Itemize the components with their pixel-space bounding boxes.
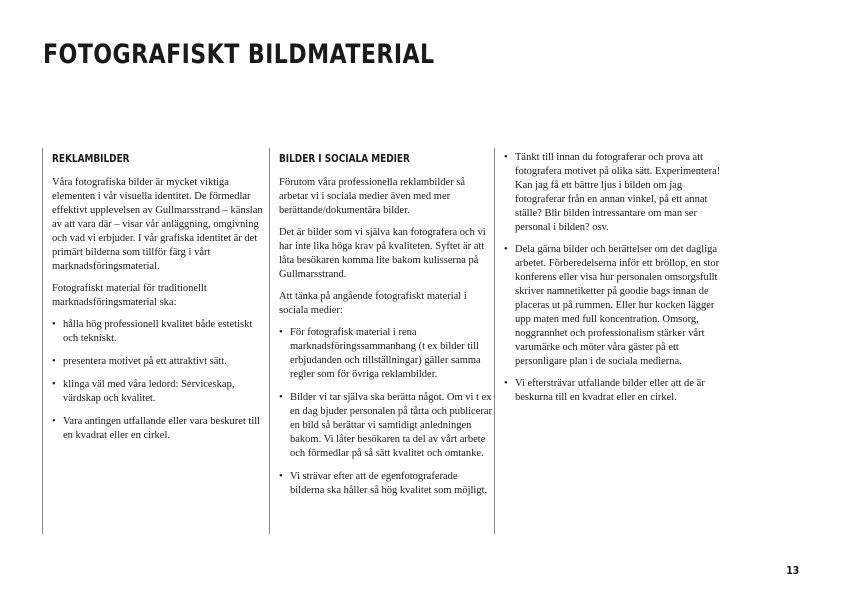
section-heading-reklambilder: REKLAMBILDER	[52, 153, 130, 165]
paragraph: Det är bilder som vi själva kan fotografera och vi har inte lika höga krav på kvaliteten. Syftet är att låta besökaren komma lite bakom kulisserna på Gullmarsstrand.	[279, 227, 486, 280]
bullet-list	[52, 318, 267, 443]
bullet-item: • Dela gärna bilder och berättelser om det dagliga arbetet. Förberedelserna inför ett bröllop, en stor konferens eller visa hur personalen omsorgsfullt skriver namnetiketter på goodie bags innan de placeras ut på rummen. Eller hur kocken lägger upp maten med full koncentration. Omsorg, noggrannhet och professionalism stärker vårt varumärke och möter våra gäster på ett personligare plan i de sociala medierna.	[504, 243, 730, 369]
paragraph: Förutom våra professionella reklambilder så arbetar vi i sociala medier även med mer berättande/dokumentära bilder.	[279, 177, 466, 216]
paragraph: Våra fotografiska bilder är mycket viktiga elementen i vår visuella identitet. De förmedlar effektivt upplevelsen av Gullmarsstrand – känslan av att vara där – visar vår anläggning, omgivning och vad vi erbjuder. I vår grafiska identitet är det primärt bilderna som tillför färg i vårt marknadsföringsmaterial.	[52, 177, 263, 272]
column-reklambilder	[42, 148, 267, 534]
column-sociala-medier	[269, 148, 494, 534]
page-title: FOTOGRAFISKT BILDMATERIAL	[43, 39, 435, 70]
bullet-item: • hålla hög professionell kvalitet både estetiskt och tekniskt.	[52, 318, 267, 346]
paragraph: Fotografiskt material för traditionellt marknadsföringsmaterial ska:	[52, 283, 207, 308]
bullet-list	[279, 326, 494, 498]
bullet-item: • klinga väl med våra ledord: Serviceskap, värdskap och kvalitet.	[52, 378, 267, 406]
bullet-item: • Vi eftersträvar utfallande bilder eller att de är beskurna till en kvadrat eller en cirkel.	[504, 377, 730, 405]
bullet-item: • Vara antingen utfallande eller vara beskuret till en kvadrat eller en cirkel.	[52, 415, 267, 443]
bullet-item: • Bilder vi tar själva ska berätta något. Om vi t ex en dag bjuder personalen på tårta och publicerar en bild så berättar vi samtidigt anledningen bakom. Vi låter besökaren ta del av vårt arbete och förmedlar på så sätt kvalitet och omtanke.	[279, 391, 494, 461]
section-heading-sociala-medier: BILDER I SOCIALA MEDIER	[279, 153, 410, 165]
bullet-item: • För fotografisk material i rena marknadsföringssammanhang (t ex bilder till erbjudanden och tillställningar) gäller samma regler som för övriga reklambilder.	[279, 326, 494, 382]
column-continued	[494, 148, 730, 534]
page-number: 13	[785, 564, 799, 577]
bullet-item: • presentera motivet på ett attraktivt sätt.	[52, 355, 267, 369]
bullet-item: • Tänkt till innan du fotograferar och prova att fotografera motivet på olika sätt. Experimentera! Kan jag få ett bättre ljus i bilden om jag fotograferar från en annan vinkel, på ett annat ställe? Blir bilden intressantare om man ser personal i bilden? osv.	[504, 151, 730, 235]
bullet-item: • Vi strävar efter att de egenfotograferade bilderna ska håller så hög kvalitet som möjligt.	[279, 470, 494, 498]
bullet-list	[504, 151, 730, 405]
paragraph: Att tänka på angående fotografiskt material i sociala medier:	[279, 291, 467, 316]
